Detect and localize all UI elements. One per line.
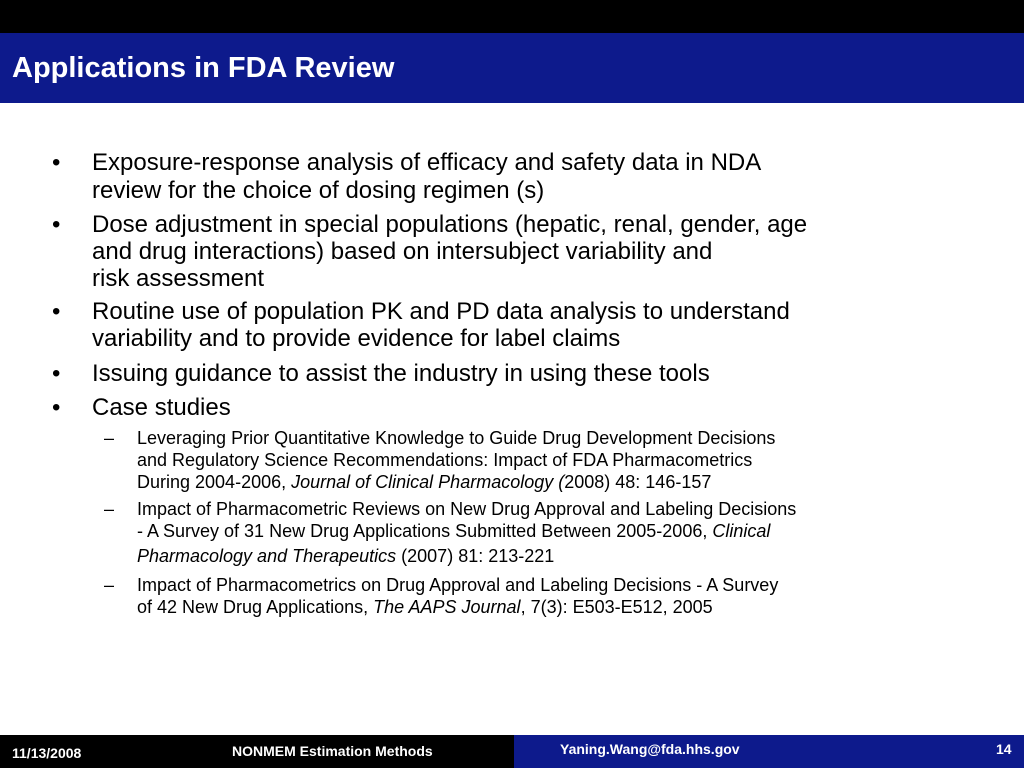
bullet-3-line-2: variability and to provide evidence for label claims	[92, 325, 621, 352]
footer-presentation-title: NONMEM Estimation Methods	[232, 743, 433, 759]
case-study-2-text: - A Survey of 31 New Drug Applications Submitted Between 2005-2006,	[137, 521, 713, 541]
sub-bullet-dash: –	[104, 428, 115, 448]
bullet-marker: •	[52, 394, 61, 421]
case-study-3-line-2	[137, 597, 997, 618]
case-study-3-line-1: Impact of Pharmacometrics on Drug Approval and Labeling Decisions - A Survey	[137, 575, 779, 595]
case-study-1-journal: Journal of Clinical Pharmacology (	[291, 472, 565, 492]
case-study-2-journal-part-1: Clinical	[712, 521, 771, 541]
case-study-1-line-1: Leveraging Prior Quantitative Knowledge to Guide Drug Development Decisions	[137, 428, 776, 448]
case-study-1-line-2: and Regulatory Science Recommendations: Impact of FDA Pharmacometrics	[137, 450, 753, 470]
bullet-marker: •	[52, 360, 61, 387]
footer-page-number: 14	[996, 741, 1012, 757]
case-study-2-journal-part-2: Pharmacology and Therapeutics	[137, 546, 397, 566]
bullet-2-line-2: and drug interactions) based on intersubject variability and	[92, 238, 713, 265]
case-study-2-line-1: Impact of Pharmacometric Reviews on New Drug Approval and Labeling Decisions	[137, 499, 797, 519]
bullet-2-line-3: risk assessment	[92, 265, 265, 292]
case-study-1-text: During 2004-2006,	[137, 472, 292, 492]
case-study-2-line-2	[137, 521, 997, 542]
bullet-1-line-2: review for the choice of dosing regimen (s)	[92, 177, 545, 204]
bullet-2-line-1: Dose adjustment in special populations (hepatic, renal, gender, age	[92, 211, 808, 238]
bullet-5-line-1: Case studies	[92, 394, 231, 421]
footer-email: Yaning.Wang@fda.hhs.gov	[560, 741, 740, 757]
case-study-2-line-3	[137, 546, 997, 567]
bullet-3-line-1: Routine use of population PK and PD data analysis to understand	[92, 298, 790, 325]
bullet-1-line-1: Exposure-response analysis of efficacy and safety data in NDA	[92, 149, 762, 176]
bullet-4-line-1: Issuing guidance to assist the industry in using these tools	[92, 360, 710, 387]
sub-bullet-dash: –	[104, 575, 115, 595]
sub-bullet-dash: –	[104, 499, 115, 519]
case-study-1-line-3	[137, 472, 997, 493]
case-study-3-text: of 42 New Drug Applications,	[137, 597, 374, 617]
bullet-marker: •	[52, 298, 61, 325]
case-study-1-citation: 2008) 48: 146-157	[564, 472, 712, 492]
case-study-3-citation: , 7(3): E503-E512, 2005	[520, 597, 713, 617]
bullet-marker: •	[52, 211, 61, 238]
slide-title: Applications in FDA Review	[12, 52, 395, 84]
bullet-marker: •	[52, 149, 61, 176]
footer-date: 11/13/2008	[12, 745, 82, 761]
case-study-2-citation: (2007) 81: 213-221	[396, 546, 555, 566]
case-study-3-journal: The AAPS Journal	[373, 597, 521, 617]
